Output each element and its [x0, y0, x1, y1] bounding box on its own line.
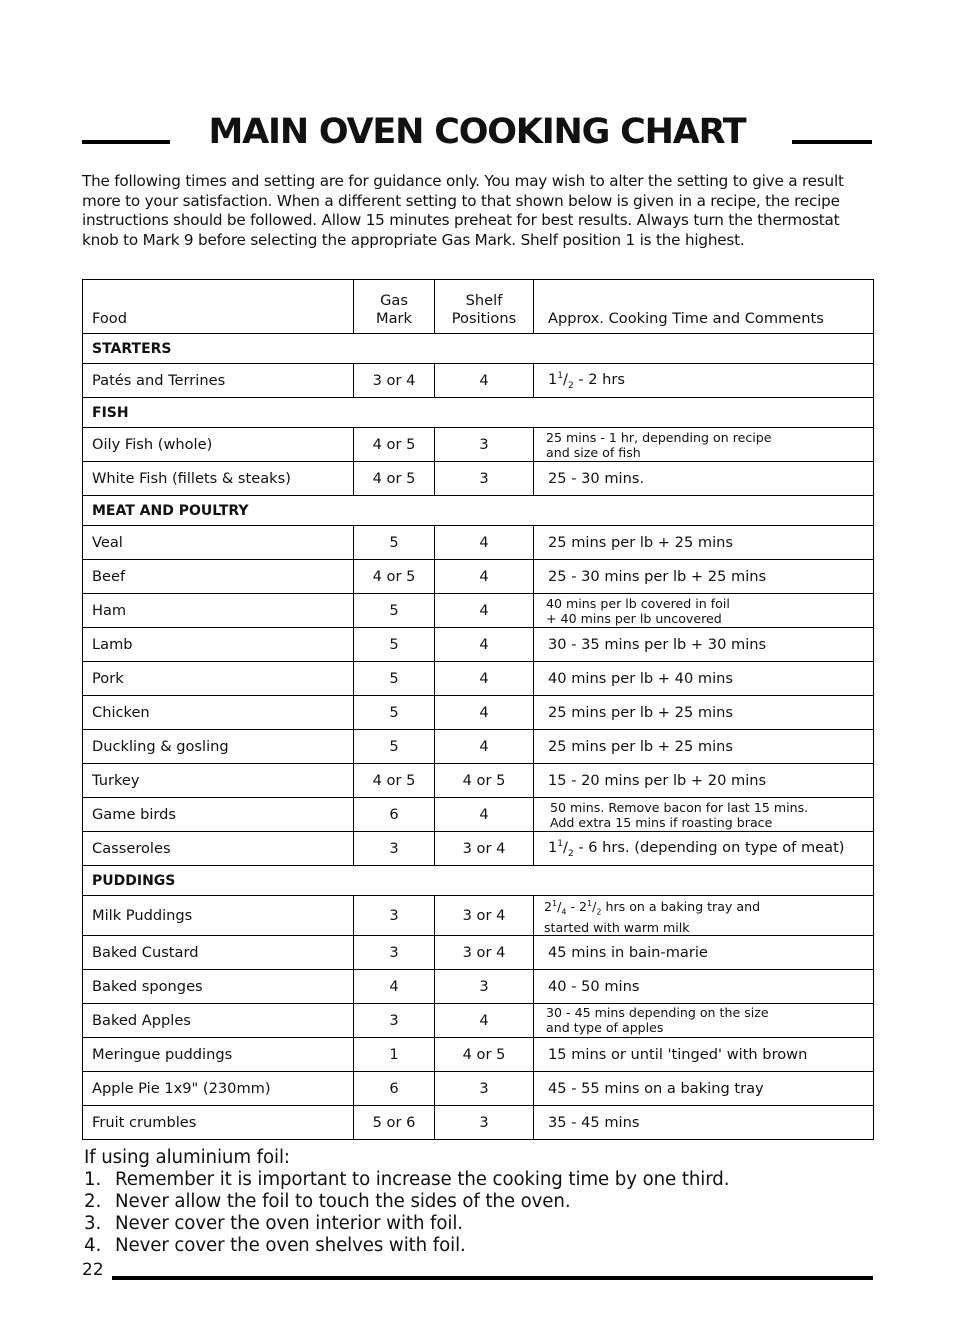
table-row	[83, 1105, 874, 1139]
section-row-starters	[83, 334, 874, 364]
food-cell: Game birds	[83, 798, 354, 832]
table-row	[83, 560, 874, 594]
gas-mark-cell: 3	[354, 935, 435, 969]
section-row-meat	[83, 496, 874, 526]
gas-mark-cell: 5	[354, 730, 435, 764]
gas-mark-cell: 5 or 6	[354, 1105, 435, 1139]
list-item: 2. Never allow the foil to touch the sides of the oven.	[84, 1190, 571, 1212]
shelf-cell: 4	[435, 730, 534, 764]
shelf-cell: 3	[435, 462, 534, 496]
foil-heading: If using aluminium foil:	[84, 1147, 290, 1168]
gas-mark-cell: 5	[354, 594, 435, 628]
table-row	[83, 364, 874, 398]
food-cell: Lamb	[83, 628, 354, 662]
comment-cell: 40 mins per lb + 40 mins	[534, 662, 874, 696]
shelf-cell: 4	[435, 364, 534, 398]
comment-cell: 45 mins in bain-marie	[534, 935, 874, 969]
cooking-chart-table	[82, 279, 874, 1140]
footer-rule	[112, 1276, 873, 1280]
table-row	[83, 662, 874, 696]
food-cell: Meringue puddings	[83, 1037, 354, 1071]
gas-mark-cell: 5	[354, 696, 435, 730]
table-row	[83, 594, 874, 628]
food-cell: Baked Custard	[83, 935, 354, 969]
comment-cell: $1^1/_2 - 6$ hrs. (depending on type of meat)	[534, 832, 874, 866]
food-cell: Baked sponges	[83, 969, 354, 1003]
food-cell: Baked Apples	[83, 1003, 354, 1037]
section-row-fish	[83, 398, 874, 428]
comment-cell: 25 - 30 mins.	[534, 462, 874, 496]
table-row	[83, 798, 874, 832]
shelf-cell: 4 or 5	[435, 764, 534, 798]
shelf-cell: 4	[435, 526, 534, 560]
comment-cell: 25 - 30 mins per lb + 25 mins	[534, 560, 874, 594]
list-item: 4. Never cover the oven shelves with foil.	[84, 1234, 466, 1256]
page-footer	[82, 1258, 873, 1284]
table-row	[83, 935, 874, 969]
food-cell: Chicken	[83, 696, 354, 730]
food-cell: Patés and Terrines	[83, 364, 354, 398]
list-item: 3. Never cover the oven interior with foil.	[84, 1212, 463, 1234]
gas-mark-cell: 5	[354, 526, 435, 560]
shelf-cell: 4	[435, 798, 534, 832]
food-cell: Fruit crumbles	[83, 1105, 354, 1139]
gas-mark-cell: 4 or 5	[354, 428, 435, 462]
gas-mark-cell: 6	[354, 1071, 435, 1105]
gas-mark-cell: 1	[354, 1037, 435, 1071]
header-comments: Approx. Cooking Time and Comments	[534, 280, 874, 334]
table-row	[83, 896, 874, 936]
header-shelf-positions: Shelf Positions	[435, 280, 534, 334]
comment-cell: 15 mins or until 'tinged' with brown	[534, 1037, 874, 1071]
shelf-cell: 4	[435, 662, 534, 696]
header-food: Food	[83, 280, 354, 334]
comment-cell: $1^1/_2 - 2$ hrs	[534, 364, 874, 398]
shelf-cell: 4	[435, 628, 534, 662]
section-heading: FISH	[83, 398, 874, 428]
comment-cell: 25 mins per lb + 25 mins	[534, 696, 874, 730]
shelf-cell: 4	[435, 594, 534, 628]
title-rule-right	[792, 140, 872, 144]
header-gas-mark: Gas Mark	[354, 280, 435, 334]
shelf-cell: 3	[435, 1071, 534, 1105]
table-row	[83, 526, 874, 560]
gas-mark-cell: 4	[354, 969, 435, 1003]
shelf-cell: 3	[435, 1105, 534, 1139]
food-cell: Ham	[83, 594, 354, 628]
gas-mark-cell: 3	[354, 896, 435, 936]
gas-mark-cell: 3	[354, 832, 435, 866]
page-title: MAIN OVEN COOKING CHART	[208, 112, 746, 152]
page-number: 22	[82, 1260, 104, 1280]
food-cell: Beef	[83, 560, 354, 594]
section-heading: STARTERS	[83, 334, 874, 364]
comment-cell: 15 - 20 mins per lb + 20 mins	[534, 764, 874, 798]
comment-cell: 40 - 50 mins	[534, 969, 874, 1003]
comment-cell: 30 - 35 mins per lb + 30 mins	[534, 628, 874, 662]
gas-mark-cell: 3 or 4	[354, 364, 435, 398]
gas-mark-cell: 6	[354, 798, 435, 832]
table-row	[83, 628, 874, 662]
foil-list	[84, 1169, 874, 1257]
gas-mark-cell: 4 or 5	[354, 764, 435, 798]
comment-cell: 30 - 45 mins depending on the size and type of apples	[534, 1003, 874, 1037]
comment-cell: 35 - 45 mins	[534, 1105, 874, 1139]
food-cell: Apple Pie 1x9" (230mm)	[83, 1071, 354, 1105]
shelf-cell: 3 or 4	[435, 832, 534, 866]
food-cell: Duckling & gosling	[83, 730, 354, 764]
food-cell: Casseroles	[83, 832, 354, 866]
comment-cell: $2^1/_4 - 2^1/_2$ hrs on a baking tray and started with warm milk	[534, 896, 874, 936]
gas-mark-cell: 5	[354, 628, 435, 662]
food-cell: Milk Puddings	[83, 896, 354, 936]
comment-cell: 50 mins. Remove bacon for last 15 mins. Add extra 15 mins if roasting brace	[534, 798, 874, 832]
table-row	[83, 969, 874, 1003]
comment-cell: 25 mins per lb + 25 mins	[534, 730, 874, 764]
table-row	[83, 428, 874, 462]
food-cell: Pork	[83, 662, 354, 696]
foil-instructions	[84, 1147, 874, 1257]
section-heading: PUDDINGS	[83, 866, 874, 896]
table-row	[83, 1071, 874, 1105]
section-row-puddings	[83, 866, 874, 896]
shelf-cell: 3 or 4	[435, 935, 534, 969]
table-row	[83, 730, 874, 764]
comment-cell: 25 mins per lb + 25 mins	[534, 526, 874, 560]
shelf-cell: 4	[435, 1003, 534, 1037]
table-row	[83, 1037, 874, 1071]
gas-mark-cell: 4 or 5	[354, 560, 435, 594]
list-item: 1. Remember it is important to increase the cooking time by one third.	[84, 1168, 730, 1190]
comment-cell: 45 - 55 mins on a baking tray	[534, 1071, 874, 1105]
comment-cell: 40 mins per lb covered in foil + 40 mins per lb uncovered	[534, 594, 874, 628]
shelf-cell: 3 or 4	[435, 896, 534, 936]
section-heading: MEAT AND POULTRY	[83, 496, 874, 526]
table-row	[83, 832, 874, 866]
table-row	[83, 462, 874, 496]
comment-cell: 25 mins - 1 hr, depending on recipe and size of fish	[534, 428, 874, 462]
shelf-cell: 4	[435, 696, 534, 730]
shelf-cell: 4	[435, 560, 534, 594]
food-cell: Oily Fish (whole)	[83, 428, 354, 462]
food-cell: White Fish (fillets & steaks)	[83, 462, 354, 496]
table-row	[83, 696, 874, 730]
intro-paragraph: The following times and setting are for guidance only. You may wish to alter the setting to give a result more to your satisfaction. When a different setting to that shown below is given in a recipe, the recipe instructions should be followed. Allow 15 minutes preheat for best results. Always turn the thermostat knob to Mark 9 before selecting the appropriate Gas Mark. Shelf position 1 is the highest.	[82, 172, 844, 249]
shelf-cell: 3	[435, 969, 534, 1003]
shelf-cell: 4 or 5	[435, 1037, 534, 1071]
table-header-row	[83, 280, 874, 334]
gas-mark-cell: 5	[354, 662, 435, 696]
shelf-cell: 3	[435, 428, 534, 462]
food-cell: Turkey	[83, 764, 354, 798]
food-cell: Veal	[83, 526, 354, 560]
gas-mark-cell: 4 or 5	[354, 462, 435, 496]
title-row	[82, 110, 872, 162]
gas-mark-cell: 3	[354, 1003, 435, 1037]
table-row	[83, 1003, 874, 1037]
table-row	[83, 764, 874, 798]
